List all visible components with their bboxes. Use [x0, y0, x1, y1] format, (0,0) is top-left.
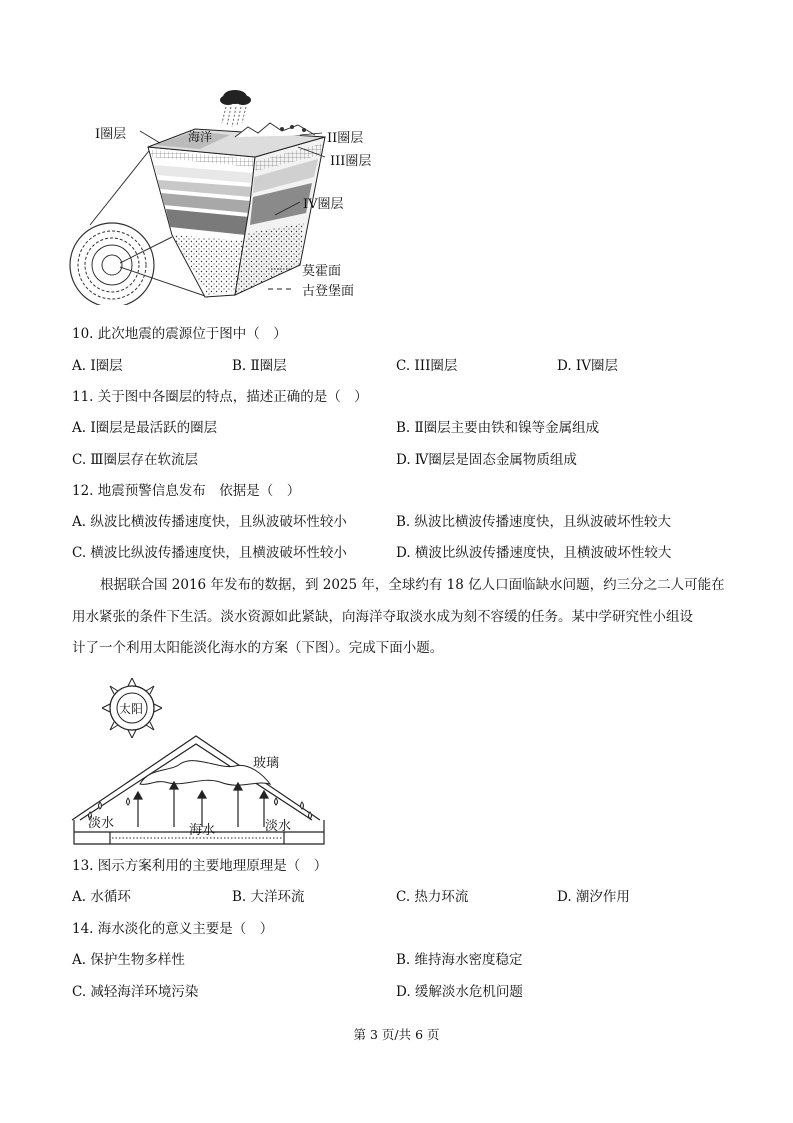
fresh-water-right-label: 淡水 — [265, 819, 292, 834]
sun-label: 太阳 — [119, 702, 144, 716]
q12-option-b[interactable]: B. 纵波比横波传播速度快，且纵波破坏性较大 — [396, 514, 672, 530]
q14-option-d[interactable]: D. 缓解淡水危机问题 — [396, 984, 523, 1000]
q10-option-b[interactable]: B. Ⅱ圈层 — [232, 358, 287, 374]
passage-line-2: 用水紧张的条件下生活。淡水资源如此紧缺，向海洋夺取淡水成为刻不容缓的任务。某中学研究性小组设 — [72, 609, 693, 625]
question-10-stem: 10. 此次地震的震源位于图中（ ） — [72, 326, 287, 342]
q13-option-b[interactable]: B. 大洋环流 — [232, 889, 305, 905]
question-13-stem: 13. 图示方案利用的主要地理原理是（ ） — [72, 858, 328, 874]
fresh-water-left-label: 淡水 — [88, 816, 115, 831]
q13-option-d[interactable]: D. 潮汐作用 — [557, 889, 630, 905]
moho-legend-label: 莫霍面 — [302, 264, 342, 279]
seawater-label: 海水 — [189, 823, 216, 838]
layer3-label: III圈层 — [330, 154, 372, 169]
q10-option-a[interactable]: A. Ⅰ圈层 — [72, 358, 123, 374]
glass-label: 玻璃 — [253, 756, 280, 771]
q14-option-c[interactable]: C. 减轻海洋环境污染 — [72, 984, 199, 1000]
q12-option-a[interactable]: A. 纵波比横波传播速度快，且纵波破坏性较小 — [72, 514, 347, 530]
q12-option-c[interactable]: C. 横波比纵波传播速度快，且横波破坏性较小 — [72, 545, 347, 561]
passage-line-1: 根据联合国 2016 年发布的数据，到 2025 年，全球约有 18 亿人口面临缺水问题，约三分之二人可能在 — [100, 577, 725, 593]
question-12-stem: 12. 地震预警信息发布 依据是（ ） — [72, 483, 301, 499]
q10-option-d[interactable]: D. IV圈层 — [557, 358, 619, 374]
q13-option-c[interactable]: C. 热力环流 — [396, 889, 469, 905]
q11-option-a[interactable]: A. I圈层是最活跃的圈层 — [72, 420, 218, 436]
layer4-label: IV圈层 — [303, 197, 344, 212]
layer1-label: I圈层 — [95, 127, 127, 142]
q10-option-c[interactable]: C. III圈层 — [396, 358, 458, 374]
q11-option-b[interactable]: B. Ⅱ圈层主要由铁和镍等金属组成 — [396, 420, 600, 436]
passage-line-3: 计了一个利用太阳能淡化海水的方案（下图）。完成下面小题。 — [72, 640, 444, 656]
q11-option-c[interactable]: C. Ⅲ圈层存在软流层 — [72, 452, 198, 468]
gutenberg-legend-label: 古登堡面 — [302, 284, 355, 299]
q11-option-d[interactable]: D. Ⅳ圈层是固态金属物质组成 — [396, 452, 577, 468]
cloud-icon — [220, 90, 251, 127]
q12-option-d[interactable]: D. 横波比纵波传播速度快，且横波破坏性较大 — [396, 545, 672, 561]
question-14-stem: 14. 海水淡化的意义主要是（ ） — [72, 921, 274, 937]
question-11-stem: 11. 关于图中各圈层的特点，描述正确的是（ ） — [72, 389, 368, 405]
q14-option-a[interactable]: A. 保护生物多样性 — [72, 952, 185, 968]
page-footer: 第 3 页/共 6 页 — [353, 1027, 440, 1042]
q14-option-b[interactable]: B. 维持海水密度稳定 — [396, 952, 523, 968]
layer2-label: II圈层 — [327, 131, 364, 146]
q13-option-a[interactable]: A. 水循环 — [72, 889, 131, 905]
ocean-label: 海洋 — [188, 130, 213, 144]
